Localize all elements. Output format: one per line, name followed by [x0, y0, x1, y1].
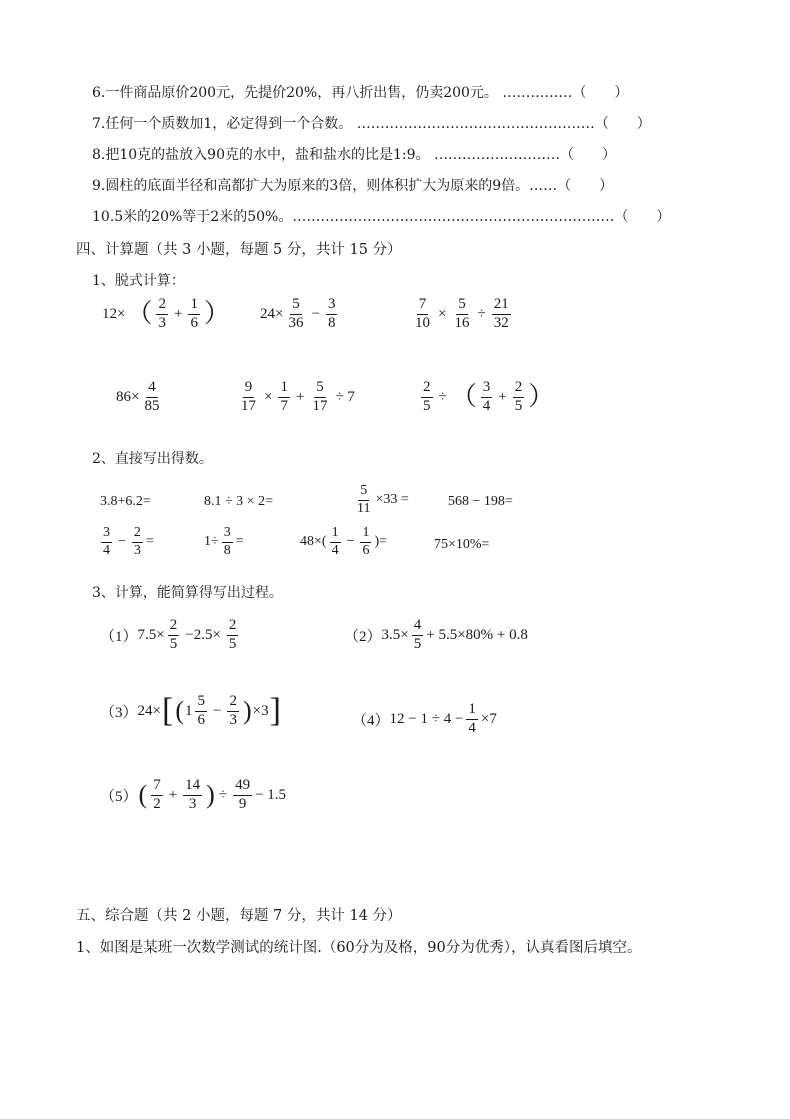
fraction: $\frac{2}{5}$ — [169, 617, 178, 652]
expression-1-3: $\frac{7}{10}$ × $\frac{5}{16}$ ÷ $\frac{21}{32}$ — [415, 296, 509, 331]
fraction: $\frac{5}{16}$ — [454, 296, 470, 331]
answer-blank[interactable]: （ ） — [594, 116, 651, 132]
answer-blank[interactable]: （ ） — [559, 147, 616, 163]
section-4-title: 四、计算题（共 3 小题，每题 5 分，共计 15 分） — [76, 242, 402, 258]
question-2-title: 2、直接写出得数。 — [92, 451, 213, 467]
oral-item-2: 8.1 ÷ 3 × 2= — [204, 494, 273, 509]
answer-blank[interactable]: （ ） — [572, 85, 629, 101]
expression-1-2: 24× $\frac{5}{36}$ − $\frac{3}{8}$ — [260, 296, 336, 331]
fraction: $\frac{7}{2}$ — [153, 777, 161, 812]
expression-1-5: $\frac{9}{17}$ × $\frac{1}{7}$ + $\frac{5}{17}$ ÷ 7 — [241, 379, 355, 414]
oral-item-5: $\frac{3}{4}$ − $\frac{2}{3}$ = — [103, 525, 154, 558]
fraction: $\frac{2}{3}$ — [158, 296, 166, 331]
fraction: $\frac{4}{5}$ — [413, 617, 422, 652]
problem-3: （3） 24× [ ( 1 $\frac{5}{6}$ − $\frac{2}{3}$ ) ×3 ] — [100, 692, 281, 730]
problem-2: （2） 3.5× $\frac{4}{5}$ + 5.5×80% + 0.8 — [344, 617, 528, 652]
fraction: $\frac{3}{8}$ — [327, 296, 336, 331]
fraction: $\frac{2}{5}$ — [228, 617, 237, 652]
fraction: $\frac{1}{6}$ — [362, 525, 370, 558]
expression-1-4: 86× $\frac{4}{85}$ — [116, 379, 160, 414]
answer-blank[interactable]: （ ） — [557, 178, 614, 194]
expression-1-1: 12× （ $\frac{2}{3}$ + $\frac{1}{6}$ ） — [102, 296, 230, 331]
fraction: $\frac{5}{11}$ — [357, 483, 371, 516]
fraction: $\frac{2}{3}$ — [229, 693, 237, 728]
section-5-title: 五、综合题（共 2 小题，每题 7 分，共计 14 分） — [76, 908, 402, 924]
fraction: $\frac{1}{7}$ — [280, 379, 288, 414]
oral-item-4: 568 − 198= — [448, 494, 513, 509]
fraction: $\frac{5}{36}$ — [288, 296, 304, 331]
judgement-item-10: 10.5米的20%等于2米的50%。……………………………………………………………（ ） — [92, 209, 671, 225]
fraction: $\frac{3}{4}$ — [103, 525, 110, 558]
fraction: $\frac{5}{17}$ — [312, 379, 328, 414]
judgement-item-8: 8.把10克的盐放入90克的水中，盐和盐水的比是1:9。 ………………………（ ） — [92, 147, 616, 163]
fraction: $\frac{21}{32}$ — [493, 296, 509, 331]
problem-1: （1） 7.5× $\frac{2}{5}$ −2.5× $\frac{2}{5}$ — [100, 617, 237, 652]
fraction: $\frac{2}{5}$ — [514, 379, 523, 414]
fraction: $\frac{1}{6}$ — [190, 296, 198, 331]
fraction: $\frac{3}{4}$ — [482, 379, 491, 414]
oral-item-7: 48×( $\frac{1}{4}$ − $\frac{1}{6}$ )= — [300, 525, 388, 558]
fraction: $\frac{9}{17}$ — [241, 379, 256, 414]
expression-1-6: $\frac{2}{5}$ ÷ （ $\frac{3}{4}$ + $\frac{2}{5}$ ） — [423, 379, 555, 414]
section-5-question-1: 1、如图是某班一次数学测试的统计图.（60分为及格，90分为优秀），认真看图后填空。 — [76, 940, 642, 956]
fraction: $\frac{14}{3}$ — [185, 777, 201, 812]
problem-5: （5） ( $\frac{7}{2}$ + $\frac{14}{3}$ ) ÷ $\frac{49}{9}$ − 1.5 — [100, 777, 287, 812]
fraction: $\frac{4}{85}$ — [144, 379, 160, 414]
fraction: $\frac{1}{4}$ — [468, 701, 476, 736]
oral-item-6: 1÷ $\frac{3}{8}$ = — [204, 525, 244, 558]
oral-item-3: $\frac{5}{11}$ ×33 = — [357, 483, 409, 516]
fraction: $\frac{1}{4}$ — [331, 525, 339, 558]
fraction: $\frac{7}{10}$ — [415, 296, 430, 331]
question-3-title: 3、计算，能简算得写出过程。 — [92, 585, 283, 601]
judgement-item-6: 6.一件商品原价200元，先提价20%，再八折出售，仍卖200元。 ……………（ ） — [92, 85, 629, 101]
oral-item-8: 75×10%= — [434, 537, 490, 552]
fraction: $\frac{2}{3}$ — [133, 525, 141, 558]
fraction: $\frac{5}{6}$ — [197, 693, 205, 728]
judgement-item-7: 7.任何一个质数加1，必定得到一个合数。 ……………………………………………（ ） — [92, 116, 651, 132]
fraction: $\frac{49}{9}$ — [235, 777, 251, 812]
fraction: $\frac{3}{8}$ — [223, 525, 231, 558]
fraction: $\frac{2}{5}$ — [423, 379, 431, 414]
question-1-title: 1、脱式计算： — [92, 273, 185, 289]
answer-blank[interactable]: （ ） — [614, 209, 671, 225]
judgement-item-9: 9.圆柱的底面半径和高都扩大为原来的3倍，则体积扩大为原来的9倍。……（ ） — [92, 178, 614, 194]
problem-4: （4） 12 − 1 ÷ 4 − $\frac{1}{4}$ ×7 — [352, 701, 497, 736]
oral-item-1: 3.8+6.2= — [100, 494, 151, 509]
